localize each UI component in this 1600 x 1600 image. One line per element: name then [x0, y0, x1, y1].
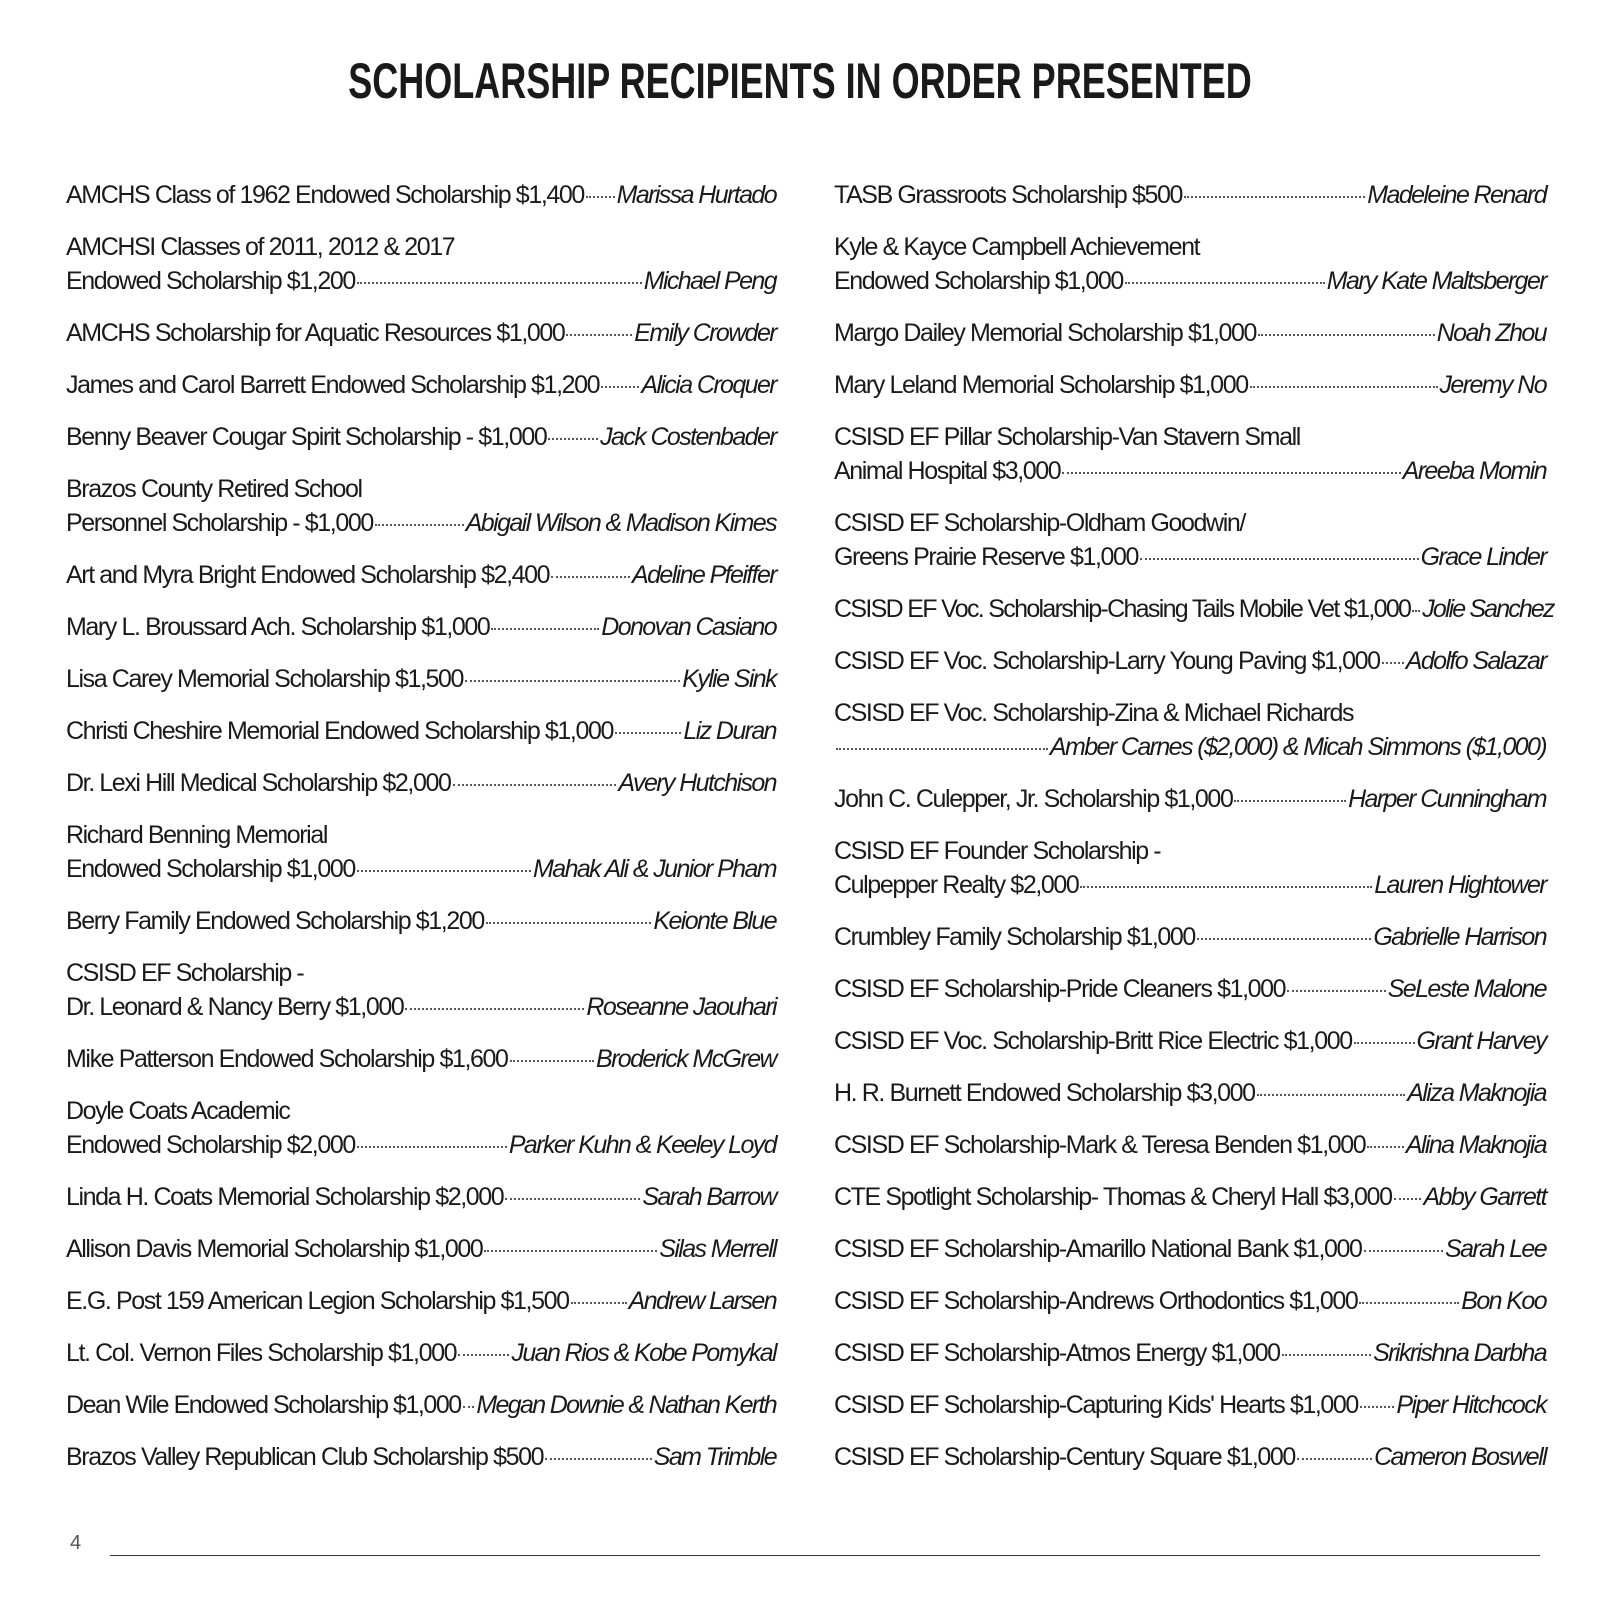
recipient-name: Megan Downie & Nathan Kerth: [476, 1391, 776, 1419]
recipient-name: Gabrielle Harrison: [1373, 923, 1546, 951]
scholarship-entry: [834, 592, 1554, 626]
dot-leader: [566, 334, 632, 336]
recipient-name: Avery Hutchison: [618, 769, 776, 797]
scholarship-entry: [834, 1336, 1546, 1370]
scholarship-name: CSISD EF Scholarship-Amarillo National Bank $1,000: [834, 1235, 1362, 1263]
scholarship-name: Endowed Scholarship $1,200: [66, 267, 355, 295]
scholarship-name: Benny Beaver Cougar Spirit Scholarship - $1,000: [66, 423, 547, 451]
scholarship-entry: [834, 1232, 1546, 1266]
scholarship-name-line: Kyle & Kayce Campbell Achievement: [834, 233, 1200, 261]
scholarship-entry: [66, 1042, 776, 1076]
dot-leader: [548, 438, 598, 440]
left-column: [66, 178, 776, 1492]
scholarship-entry: [66, 818, 776, 886]
scholarship-name: Endowed Scholarship $1,000: [834, 267, 1123, 295]
recipient-name: Parker Kuhn & Keeley Loyd: [508, 1131, 776, 1159]
recipient-name: Alina Maknojia: [1405, 1131, 1546, 1159]
dot-leader: [1234, 800, 1346, 802]
dot-leader: [357, 282, 642, 284]
scholarship-entry: [834, 368, 1546, 402]
scholarship-entry: [834, 316, 1546, 350]
scholarship-name: Mary L. Broussard Ach. Scholarship $1,000: [66, 613, 490, 641]
scholarship-name: H. R. Burnett Endowed Scholarship $3,000: [834, 1079, 1255, 1107]
scholarship-name: CSISD EF Scholarship-Capturing Kids' Hearts $1,000: [834, 1391, 1358, 1419]
dot-leader: [1282, 1354, 1371, 1356]
dot-leader: [1250, 386, 1438, 388]
scholarship-entry: [66, 316, 776, 350]
scholarship-name: CSISD EF Voc. Scholarship-Chasing Tails Mobile Vet $1,000: [834, 595, 1411, 623]
scholarship-entry: [834, 1284, 1546, 1318]
dot-leader: [545, 1458, 652, 1460]
dot-leader: [551, 576, 630, 578]
recipient-name: Harper Cunningham: [1348, 785, 1546, 813]
dot-leader: [1125, 282, 1325, 284]
scholarship-name-line: CSISD EF Founder Scholarship -: [834, 837, 1161, 865]
scholarship-entry: [66, 472, 776, 540]
recipient-name: Grace Linder: [1420, 543, 1546, 571]
scholarship-name: Crumbley Family Scholarship $1,000: [834, 923, 1195, 951]
dot-leader: [1412, 610, 1420, 612]
scholarship-name: Lt. Col. Vernon Files Scholarship $1,000: [66, 1339, 457, 1367]
scholarship-name-line: CSISD EF Scholarship -: [66, 959, 304, 987]
recipient-name: Sam Trimble: [653, 1443, 776, 1471]
dot-leader: [1197, 938, 1371, 940]
scholarship-entry: [834, 972, 1546, 1006]
recipient-name: Adeline Pfeiffer: [632, 561, 776, 589]
recipient-name: Bon Koo: [1461, 1287, 1546, 1315]
scholarship-entry: [834, 920, 1546, 954]
scholarship-entry: [834, 230, 1546, 298]
dot-leader: [615, 732, 681, 734]
scholarship-name: CSISD EF Scholarship-Pride Cleaners $1,000: [834, 975, 1286, 1003]
scholarship-entry: [66, 1094, 776, 1162]
scholarship-entry: [66, 1336, 776, 1370]
dot-leader: [486, 922, 652, 924]
scholarship-entry: [66, 368, 776, 402]
dot-leader: [1364, 1250, 1444, 1252]
scholarship-name: Dr. Leonard & Nancy Berry $1,000: [66, 993, 404, 1021]
dot-leader: [571, 1302, 627, 1304]
scholarship-entry: [834, 782, 1546, 816]
scholarship-name: Mike Patterson Endowed Scholarship $1,600: [66, 1045, 508, 1073]
recipient-name: Cameron Boswell: [1374, 1443, 1546, 1471]
dot-leader: [1382, 662, 1404, 664]
scholarship-entry: [66, 1388, 776, 1422]
right-column: [834, 178, 1554, 1492]
recipient-name: Roseanne Jaouhari: [586, 993, 776, 1021]
scholarship-entry: [834, 1440, 1546, 1474]
recipient-name: Srikrishna Darbha: [1373, 1339, 1546, 1367]
recipient-name: Adolfo Salazar: [1405, 647, 1546, 675]
recipient-name: Kylie Sink: [682, 665, 776, 693]
dot-leader: [1140, 558, 1419, 560]
dot-leader: [405, 1008, 584, 1010]
dot-leader: [1184, 196, 1365, 198]
scholarship-entry: [66, 904, 776, 938]
page-number: 4: [70, 1532, 82, 1554]
scholarship-entry: [66, 558, 776, 592]
scholarship-entry: [834, 644, 1546, 678]
scholarship-entry: [834, 1180, 1546, 1214]
scholarship-name: Greens Prairie Reserve $1,000: [834, 543, 1139, 571]
recipient-name: Silas Merrell: [659, 1235, 776, 1263]
scholarship-name-line: CSISD EF Voc. Scholarship-Zina & Michael Richards: [834, 699, 1354, 727]
scholarship-name-line: Brazos County Retired School: [66, 475, 362, 503]
dot-leader: [1062, 472, 1400, 474]
recipient-name: Piper Hitchcock: [1396, 1391, 1546, 1419]
dot-leader: [601, 386, 639, 388]
recipient-name: Areeba Momin: [1402, 457, 1546, 485]
dot-leader: [1360, 1406, 1394, 1408]
dot-leader: [1359, 1302, 1459, 1304]
dot-leader: [375, 524, 464, 526]
scholarship-name-line: Richard Benning Memorial: [66, 821, 327, 849]
recipient-name: Abigail Wilson & Madison Kimes: [465, 509, 776, 537]
recipient-name: Grant Harvey: [1416, 1027, 1546, 1055]
scholarship-entry: [834, 506, 1546, 574]
dot-leader: [1080, 886, 1372, 888]
dot-leader: [491, 628, 599, 630]
scholarship-entry: [66, 956, 776, 1024]
scholarship-name: Linda H. Coats Memorial Scholarship $2,000: [66, 1183, 504, 1211]
dot-leader: [1287, 990, 1386, 992]
recipient-name: Amber Carnes ($2,000) & Micah Simmons ($1,000): [1049, 733, 1546, 761]
dot-leader: [453, 784, 617, 786]
dot-leader: [465, 680, 680, 682]
page-title: SCHOLARSHIP RECIPIENTS IN ORDER PRESENTED: [348, 53, 1252, 109]
recipient-name: Juan Rios & Kobe Pomykal: [511, 1339, 776, 1367]
scholarship-entry: [834, 834, 1546, 902]
scholarship-name: Endowed Scholarship $2,000: [66, 1131, 355, 1159]
scholarship-name: Culpepper Realty $2,000: [834, 871, 1079, 899]
dot-leader: [357, 870, 531, 872]
recipient-name: Michael Peng: [643, 267, 776, 295]
recipient-name: Keionte Blue: [653, 907, 776, 935]
scholarship-entry: [66, 610, 776, 644]
dot-leader: [1394, 1198, 1422, 1200]
scholarship-name-line: Doyle Coats Academic: [66, 1097, 290, 1125]
scholarship-name: Art and Myra Bright Endowed Scholarship $2,400: [66, 561, 550, 589]
recipient-name: Abby Garrett: [1423, 1183, 1546, 1211]
dot-leader: [484, 1250, 657, 1252]
scholarship-name: TASB Grassroots Scholarship $500: [834, 181, 1182, 209]
recipient-name: Emily Crowder: [634, 319, 776, 347]
dot-leader: [357, 1146, 507, 1148]
recipient-name: Jack Costenbader: [600, 423, 776, 451]
scholarship-name: CSISD EF Scholarship-Mark & Teresa Benden $1,000: [834, 1131, 1366, 1159]
recipient-name: Aliza Maknojia: [1407, 1079, 1546, 1107]
scholarship-entry: [66, 1284, 776, 1318]
scholarship-entry: [66, 1232, 776, 1266]
scholarship-entry: [834, 1024, 1546, 1058]
scholarship-name: CSISD EF Scholarship-Century Square $1,000: [834, 1443, 1295, 1471]
scholarship-name-line: AMCHSI Classes of 2011, 2012 & 2017: [66, 233, 455, 261]
scholarship-name: Personnel Scholarship - $1,000: [66, 509, 373, 537]
scholarship-entry: [66, 662, 776, 696]
dot-leader: [836, 748, 1048, 750]
scholarship-name: Lisa Carey Memorial Scholarship $1,500: [66, 665, 464, 693]
recipient-name: Noah Zhou: [1436, 319, 1546, 347]
scholarship-name: James and Carol Barrett Endowed Scholarship $1,200: [66, 371, 600, 399]
recipient-name: Lauren Hightower: [1374, 871, 1546, 899]
dot-leader: [1354, 1042, 1415, 1044]
recipient-name: Sarah Lee: [1445, 1235, 1546, 1263]
recipient-name: Andrew Larsen: [628, 1287, 776, 1315]
scholarship-name: Allison Davis Memorial Scholarship $1,000: [66, 1235, 483, 1263]
scholarship-name: AMCHS Scholarship for Aquatic Resources $1,000: [66, 319, 565, 347]
scholarship-entry: [834, 1388, 1546, 1422]
recipient-name: Mary Kate Maltsberger: [1326, 267, 1546, 295]
recipient-name: Sarah Barrow: [642, 1183, 776, 1211]
dot-leader: [1297, 1458, 1372, 1460]
recipient-name: Alicia Croquer: [641, 371, 776, 399]
recipient-name: Liz Duran: [683, 717, 776, 745]
recipient-name: Broderick McGrew: [596, 1045, 776, 1073]
scholarship-entry: [66, 766, 776, 800]
scholarship-name: Margo Dailey Memorial Scholarship $1,000: [834, 319, 1257, 347]
scholarship-entry: [66, 420, 776, 454]
recipient-name: Marissa Hurtado: [616, 181, 776, 209]
dot-leader: [505, 1198, 640, 1200]
recipient-name: Donovan Casiano: [601, 613, 776, 641]
scholarship-entry: [66, 230, 776, 298]
scholarship-entry: [66, 178, 776, 212]
scholarship-name: Animal Hospital $3,000: [834, 457, 1061, 485]
scholarship-name: Mary Leland Memorial Scholarship $1,000: [834, 371, 1248, 399]
scholarship-name: John C. Culepper, Jr. Scholarship $1,000: [834, 785, 1233, 813]
scholarship-name: Dr. Lexi Hill Medical Scholarship $2,000: [66, 769, 451, 797]
recipient-name: SeLeste Malone: [1387, 975, 1546, 1003]
scholarship-name: CSISD EF Scholarship-Atmos Energy $1,000: [834, 1339, 1280, 1367]
scholarship-name: Dean Wile Endowed Scholarship $1,000: [66, 1391, 461, 1419]
scholarship-name: CSISD EF Voc. Scholarship-Britt Rice Electric $1,000: [834, 1027, 1352, 1055]
scholarship-name: CSISD EF Voc. Scholarship-Larry Young Paving $1,000: [834, 647, 1380, 675]
scholarship-entry: [834, 420, 1546, 488]
scholarship-name: Endowed Scholarship $1,000: [66, 855, 355, 883]
recipient-name: Jolie Sanchez: [1422, 595, 1554, 623]
dot-leader: [463, 1406, 475, 1408]
scholarship-name: E.G. Post 159 American Legion Scholarship $1,500: [66, 1287, 569, 1315]
scholarship-name: CSISD EF Scholarship-Andrews Orthodontics $1,000: [834, 1287, 1358, 1315]
scholarship-entry: [66, 714, 776, 748]
scholarship-name-line: CSISD EF Pillar Scholarship-Van Stavern Small: [834, 423, 1300, 451]
scholarship-name: AMCHS Class of 1962 Endowed Scholarship $1,400: [66, 181, 584, 209]
scholarship-entry: [66, 1180, 776, 1214]
scholarship-entry: [66, 1440, 776, 1474]
recipient-name: Mahak Ali & Junior Pham: [533, 855, 776, 883]
dot-leader: [586, 196, 615, 198]
scholarship-entry: [834, 696, 1546, 764]
scholarship-entry: [834, 1076, 1546, 1110]
scholarship-name: Brazos Valley Republican Club Scholarship $500: [66, 1443, 544, 1471]
dot-leader: [1257, 1094, 1406, 1096]
recipient-name: Madeleine Renard: [1367, 181, 1546, 209]
dot-leader: [1258, 334, 1435, 336]
scholarship-entry: [834, 178, 1546, 212]
scholarship-entry: [834, 1128, 1546, 1162]
recipient-name: Jeremy No: [1439, 371, 1546, 399]
scholarship-name: CTE Spotlight Scholarship- Thomas & Cheryl Hall $3,000: [834, 1183, 1392, 1211]
scholarship-name-line: CSISD EF Scholarship-Oldham Goodwin/: [834, 509, 1245, 537]
footer-divider: [110, 1555, 1540, 1556]
scholarship-name: Berry Family Endowed Scholarship $1,200: [66, 907, 484, 935]
dot-leader: [458, 1354, 509, 1356]
scholarship-name: Christi Cheshire Memorial Endowed Scholarship $1,000: [66, 717, 613, 745]
dot-leader: [1367, 1146, 1404, 1148]
dot-leader: [510, 1060, 594, 1062]
